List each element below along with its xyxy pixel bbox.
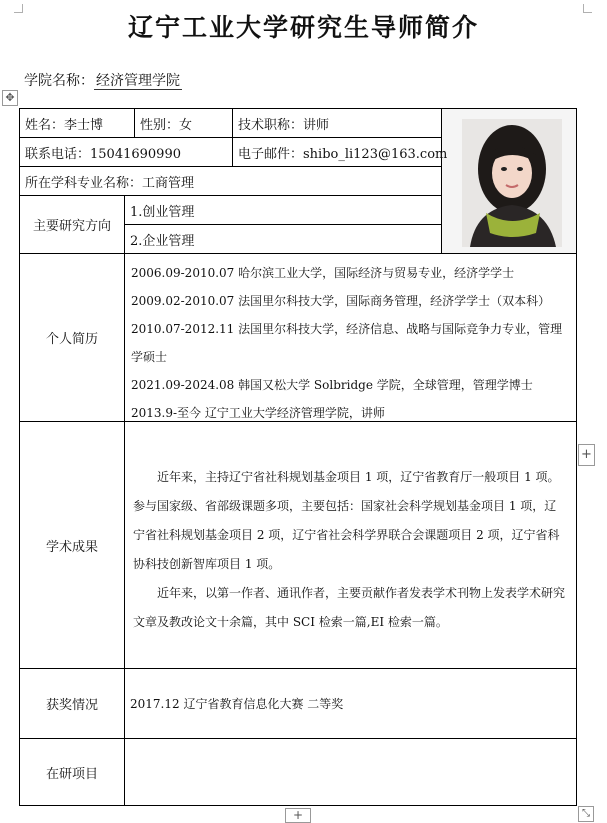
research-item-2: 2.企业管理 [130,233,195,249]
awards-label-cell [19,668,125,739]
resume-line: 2013.9-至今 辽宁工业大学经济管理学院，讲师 [131,406,385,420]
resume-content-cell [124,253,577,422]
resume-line: 2009.02-2010.07 法国里尔科技大学，国际商务管理，经济学学士（双本科） [131,294,551,308]
resume-line: 2021.09-2024.08 韩国又松大学 Solbridge 学院，全球管理，管理学博士 [131,378,533,392]
achievements-label: 学术成果 [45,539,98,555]
research-item-1-cell [124,195,442,225]
awards-content-cell [124,668,577,739]
projects-label: 在研项目 [45,766,98,782]
college-line [24,70,182,90]
projects-label-cell [19,738,125,806]
add-column-plus-icon[interactable]: + [578,444,595,466]
email-text: 电子邮件：shibo_li123@163.com [238,146,448,162]
resume-label: 个人简历 [45,332,98,347]
photo-cell [441,108,577,254]
gender-cell [134,108,233,138]
table-resize-handle-icon[interactable]: ⤡ [578,806,594,822]
resume-line: 2010.07-2012.11 法国里尔科技大学，经济信息、战略与国际竞争力专业，管理 [131,322,563,336]
name-text: 姓名：李士博 [25,117,104,133]
table-move-handle-icon[interactable]: ✥ [2,90,18,106]
college-value: 经济管理学院 [96,73,180,89]
phone-cell [19,137,233,167]
rank-text: 技术职称：讲师 [238,117,330,133]
research-item-2-cell [124,224,442,254]
resume-line: 学硕士 [131,350,168,364]
research-label: 主要研究方向 [32,219,111,234]
email-cell [232,137,448,167]
name-cell [19,108,135,138]
college-label: 学院名称： [24,73,94,89]
awards-text: 2017.12 辽宁省教育信息化大赛 二等奖 [130,697,344,711]
achievements-paragraph: 近年来，主持辽宁省社科规划基金项目 1 项，辽宁省教育厅一般项目 1 项。参与国家级、省部级课题多项，主要包括：国家社会科学规划基金项目 1 项，辽宁省社科规划基金项目 2 项，辽宁省社会科学界联合会课题项目 2 项，辽宁省科协科技创新智库项目 1 项。 [133,470,560,571]
discipline-cell [19,166,442,196]
research-item-1: 1.创业管理 [130,204,195,220]
document-title: 辽宁工业大学研究生导师简介 [127,13,479,42]
projects-content-cell[interactable] [124,738,577,806]
resume-label-cell [19,253,125,422]
add-row-plus-icon[interactable]: + [285,808,311,823]
rank-cell [232,108,442,138]
achievements-paragraph: 近年来，以第一作者、通讯作者，主要贡献作者发表学术刊物上发表学术研究文章及教改论文十余篇，其中 SCI 检索一篇,EI 检索一篇。 [133,586,566,629]
awards-label: 获奖情况 [45,698,98,713]
portrait-photo [442,109,576,253]
resume-line: 2006.09-2010.07 哈尔滨工业大学，国际经济与贸易专业，经济学学士 [131,266,515,280]
discipline-text: 所在学科专业名称：工商管理 [25,175,195,191]
research-label-cell [19,195,125,254]
achievements-label-cell [19,421,125,669]
achievements-content-cell [124,421,577,669]
gender-text: 性别：女 [140,117,193,133]
phone-text: 联系电话：15041690990 [25,146,181,162]
